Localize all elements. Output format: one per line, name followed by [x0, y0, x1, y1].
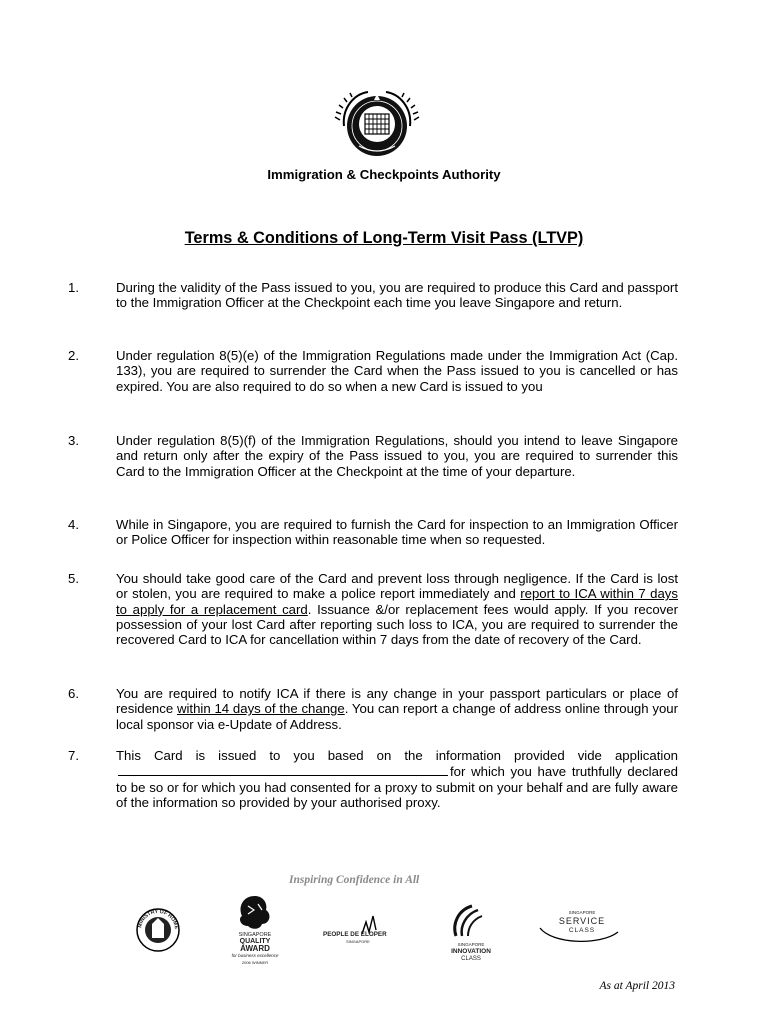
underlined-requirement: report to ICA within 7 days to apply for a replacement card: [116, 586, 678, 617]
sqa-line-4: for business excellence: [231, 953, 279, 958]
sqa-line-5: 2006 WINNER: [241, 960, 269, 965]
pdo-main-text: PEOPLE DE ELOPER: [323, 931, 387, 938]
issuing-authority: Immigration & Checkpoints Authority: [267, 167, 501, 182]
innovation-line-2: INNOVATION: [451, 948, 491, 955]
clause-number: 1.: [68, 280, 79, 295]
revision-date: As at April 2013: [599, 980, 675, 992]
clause-number: 5.: [68, 571, 79, 586]
ministry-of-home-affairs-logo-icon: [135, 896, 181, 958]
clause-number: 6.: [68, 686, 79, 701]
clause-4: [68, 517, 678, 548]
clause-2: [68, 348, 678, 394]
clause-text-part: . You can report a change of address online through your local sponsor via e-Update of Address.: [116, 701, 679, 732]
clause-text-part: You should take good care of the Card and prevent loss through negligence. If the Card is lost or stolen, you are required to make a police report immediately and: [116, 571, 678, 602]
clause-text-part: for which you have truthfully declared to be so or for which you had consented for a proxy to submit on your behalf and are fully aware of the information so provided by your authorised proxy.: [116, 764, 678, 810]
innovation-class-logo-icon: [442, 902, 500, 964]
clause-text: While in Singapore, you are required to furnish the Card for inspection to an Immigration Officer or Police Officer for inspection within reasonable time when so requested.: [116, 517, 678, 548]
clause-number: 4.: [68, 517, 79, 532]
mha-ring-text: MINISTRY OF HOME: [137, 908, 180, 930]
clause-6: [68, 686, 678, 732]
clause-3: [68, 433, 678, 479]
clause-number: 2.: [68, 348, 79, 363]
ica-crest-icon: [332, 86, 422, 162]
sqa-line-3: AWARD: [240, 944, 270, 953]
application-number-blank: [118, 763, 448, 776]
service-class-logo-icon: [536, 904, 622, 950]
clause-7: [68, 748, 678, 810]
clause-text: Under regulation 8(5)(f) of the Immigration Regulations, should you intend to leave Singapore and return only after the expiry of the Pass issued to you, you are required to surrender this Card to the Immigration Officer at the Checkpoint at the time of your departure.: [116, 433, 678, 479]
sqa-line-2: QUALITY: [239, 938, 271, 945]
service-line-1: SINGAPORE: [568, 910, 596, 915]
page-title: Terms & Conditions of Long-Term Visit Pass (LTVP): [184, 229, 584, 247]
innovation-line-1: SINGAPORE: [457, 942, 485, 947]
pdo-sub-text: SINGAPORE: [346, 939, 370, 944]
service-line-2: SERVICE: [558, 916, 606, 926]
sqa-line-1: SINGAPORE: [238, 932, 272, 938]
clause-text-part: You are required to notify ICA if there is any change in your passport particulars or place of residence: [116, 686, 678, 717]
clause-number: 3.: [68, 433, 79, 448]
innovation-line-3: CLASS: [461, 956, 481, 962]
clause-text: During the validity of the Pass issued to you, you are required to produce this Card and passport to the Immigration Officer at the Checkpoint each time you leave Singapore and return.: [116, 280, 678, 311]
clause-number: 7.: [68, 748, 79, 763]
clause-text: [116, 748, 678, 810]
clause-text-part: This Card is issued to you based on the information provided vide application: [116, 748, 678, 763]
clause-text: Under regulation 8(5)(e) of the Immigration Regulations made under the Immigration Act (Cap. 133), you are required to surrender the Card when the Pass issued to you is cancelled or has expired. You are also required to do so when a new Card is issued to you: [116, 348, 678, 394]
footer-tagline: Inspiring Confidence in All: [289, 874, 420, 886]
clause-text-part: . Issuance &/or replacement fees would apply. If you recover possession of your lost Card after reporting such loss to ICA, you are required to surrender the recovered Card to ICA for cancellation within 7 days from the date of recovery of the Card.: [116, 601, 678, 648]
award-logos: [0, 890, 768, 970]
clause-text: [116, 686, 678, 732]
singapore-quality-award-logo-icon: [226, 892, 284, 968]
clause-text: [116, 571, 678, 647]
people-developer-logo-icon: [322, 912, 388, 946]
service-line-3: CLASS: [568, 927, 596, 934]
clause-1: [68, 280, 678, 311]
underlined-requirement: within 14 days of the change: [176, 701, 345, 717]
clause-5: [68, 571, 678, 647]
